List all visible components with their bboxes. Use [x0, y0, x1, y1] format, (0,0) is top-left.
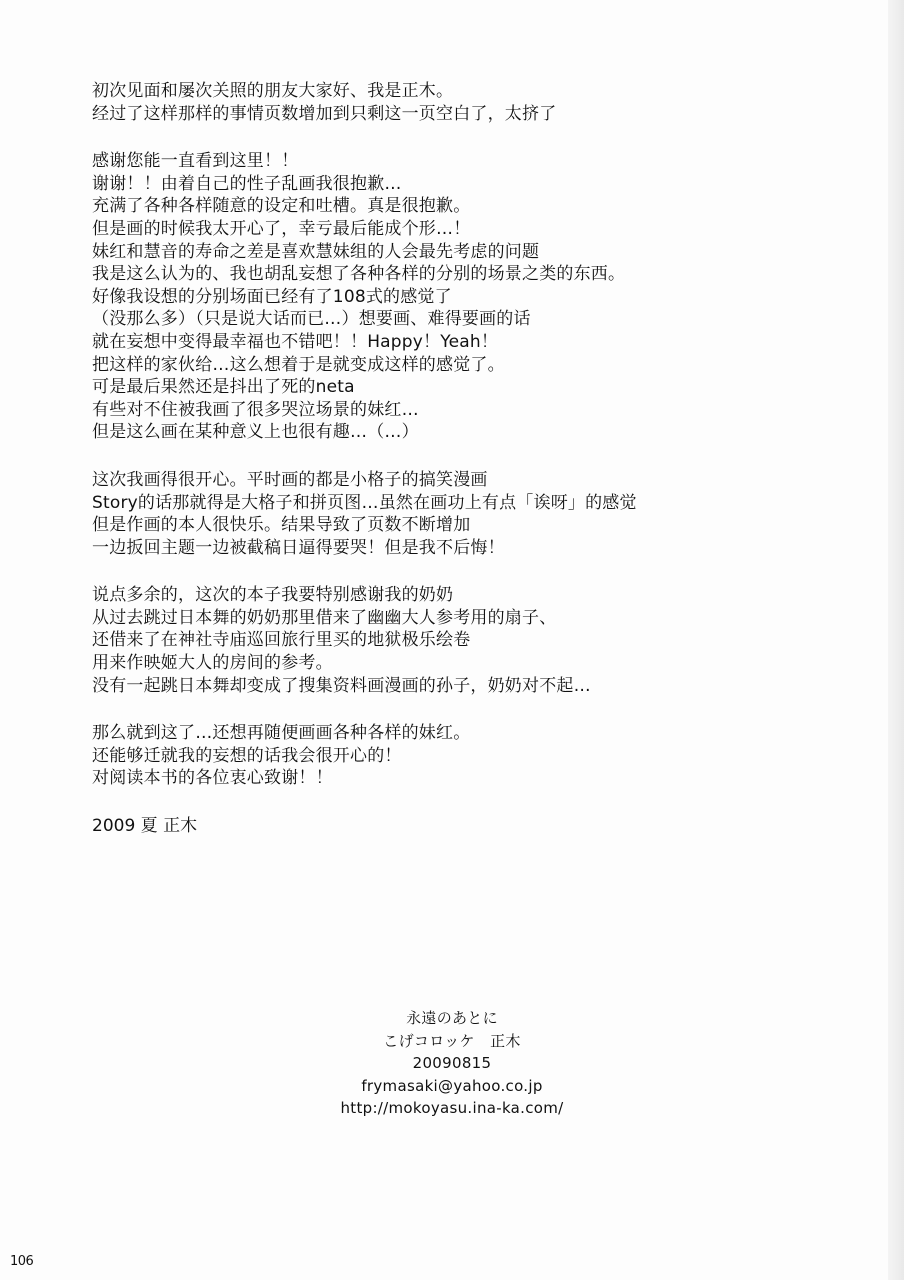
afterword-paragraph-5	[92, 722, 812, 790]
text-line: 还借来了在神社寺庙巡回旅行里买的地狱极乐绘卷	[92, 630, 471, 651]
text-line: 对阅读本书的各位衷心致谢！！	[92, 768, 333, 789]
text-line: 说点多余的，这次的本子我要特别感谢我的奶奶	[92, 585, 454, 606]
text-line: （没那么多）（只是说大话而已…）想要画、难得要画的话	[92, 309, 531, 330]
text-line: 有些对不住被我画了很多哭泣场景的妹红…	[92, 399, 419, 420]
colophon-circle-author: こげコロッケ 正木	[383, 1031, 521, 1050]
afterword-paragraph-3	[92, 469, 812, 559]
text-line: 还能够迁就我的妄想的话我会很开心的！	[92, 745, 402, 766]
text-line: 但是这么画在某种意义上也很有趣…（…）	[92, 422, 419, 443]
text-line: 那么就到这了…还想再随便画画各种各样的妹红。	[92, 723, 471, 744]
text-line: 就在妄想中变得最幸福也不错吧！！Happy！Yeah！	[92, 331, 499, 352]
text-line: 把这样的家伙给…这么想着于是就变成这样的感觉了。	[92, 354, 505, 375]
page-number: 106	[10, 1254, 34, 1269]
text-line: 这次我画得很开心。平时画的都是小格子的搞笑漫画	[92, 469, 488, 490]
text-line: 没有一起跳日本舞却变成了搜集资料画漫画的孙子，奶奶对不起…	[92, 675, 591, 696]
colophon-email: frymasaki@yahoo.co.jp	[361, 1076, 543, 1095]
text-line: 我是这么认为的、我也胡乱妄想了各种各样的分别的场景之类的东西。	[92, 264, 626, 285]
afterword-paragraph-1	[92, 80, 812, 125]
text-line: 好像我设想的分别场面已经有了108式的感觉了	[92, 286, 452, 307]
text-line: 感谢您能一直看到这里！！	[92, 151, 299, 172]
text-line: 用来作映姬大人的房间的参考。	[92, 653, 333, 674]
text-line: 初次见面和屡次关照的朋友大家好、我是正木。	[92, 81, 454, 101]
text-line: 可是最后果然还是抖出了死的neta	[92, 377, 355, 398]
page-edge-shadow	[888, 0, 904, 1280]
afterword-signature: 2009 夏 正木	[92, 816, 198, 837]
colophon-date: 20090815	[412, 1054, 492, 1072]
text-line: 妹红和慧音的寿命之差是喜欢慧妹组的人会最先考虑的问题	[92, 241, 540, 262]
text-line: 但是作画的本人很快乐。结果导致了页数不断增加	[92, 515, 471, 536]
text-line: 谢谢！！由着自己的性子乱画我很抱歉…	[92, 173, 402, 194]
colophon-title: 永遠のあとに	[406, 1009, 498, 1027]
afterword-paragraph-4	[92, 584, 812, 697]
text-line: 但是画的时候我太开心了，幸亏最后能成个形…！	[92, 218, 471, 239]
afterword-paragraph-2	[92, 150, 812, 444]
colophon-url: http://mokoyasu.ina-ka.com/	[340, 1099, 564, 1117]
colophon	[250, 1007, 654, 1120]
afterword-text	[92, 80, 812, 838]
text-line: 充满了各种各样随意的设定和吐槽。真是很抱歉。	[92, 196, 471, 217]
text-line: 经过了这样那样的事情页数增加到只剩这一页空白了，太挤了	[92, 103, 557, 124]
text-line: 一边扳回主题一边被截稿日逼得要哭！但是我不后悔！	[92, 537, 505, 558]
text-line: 从过去跳过日本舞的奶奶那里借来了幽幽大人参考用的扇子、	[92, 607, 557, 628]
text-line: Story的话那就得是大格子和拼页图…虽然在画功上有点「诶呀」的感觉	[92, 492, 637, 513]
